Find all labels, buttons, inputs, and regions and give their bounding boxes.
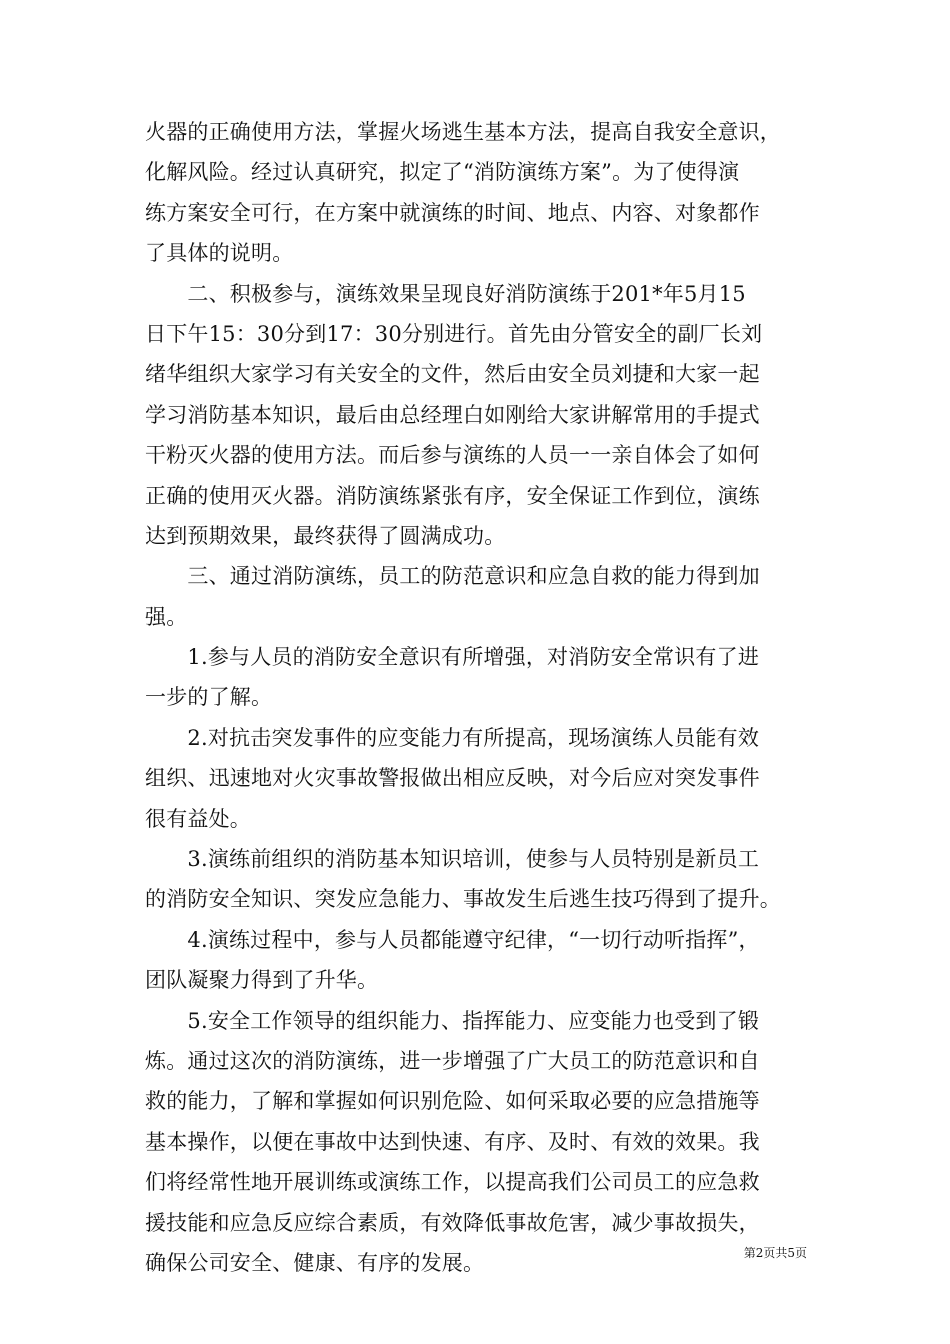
text-line: 救的能力，了解和掌握如何识别危险、如何采取必要的应急措施等	[145, 1089, 760, 1114]
page-number: 第2页共5页	[743, 1246, 807, 1260]
text-line: 很有益处。	[145, 806, 251, 831]
text-line: 练方案安全可行，在方案中就演练的时间、地点、内容、对象都作	[145, 200, 760, 225]
text-line: 一步的了解。	[145, 685, 273, 710]
text-line: 日下午15：30分到17：30分别进行。首先由分管安全的副厂长刘	[145, 321, 763, 346]
text-line: 了具体的说明。	[145, 241, 294, 266]
text-line: 炼。通过这次的消防演练，进一步增强了广大员工的防范意识和自	[145, 1048, 760, 1073]
list-item-3: 3.演练前组织的消防基本知识培训，使参与人员特别是新员工	[145, 847, 760, 872]
section-heading-3: 三、通过消防演练，员工的防范意识和应急自救的能力得到加	[145, 564, 760, 589]
text-line: 干粉灭火器的使用方法。而后参与演练的人员一一亲自体会了如何	[145, 443, 760, 468]
text-line: 组织、迅速地对火灾事故警报做出相应反映，对今后应对突发事件	[145, 766, 760, 791]
text-line: 强。	[145, 604, 188, 629]
text-line: 团队凝聚力得到了升华。	[145, 968, 379, 993]
list-item-1: 1.参与人员的消防安全意识有所增强，对消防安全常识有了进	[145, 645, 760, 670]
text-line: 援技能和应急反应综合素质，有效降低事故危害，减少事故损失，	[145, 1210, 760, 1235]
section-heading-2: 二、积极参与，演练效果呈现良好消防演练于201*年5月15	[145, 281, 746, 306]
text-line: 确保公司安全、健康、有序的发展。	[145, 1250, 485, 1275]
text-line: 达到预期效果，最终获得了圆满成功。	[145, 523, 506, 548]
text-line: 化解风险。经过认真研究，拟定了“消防演练方案”。为了使得演	[145, 160, 740, 185]
text-line: 基本操作，以便在事故中达到快速、有序、及时、有效的效果。我	[145, 1129, 760, 1154]
list-item-5: 5.安全工作领导的组织能力、指挥能力、应变能力也受到了锻	[145, 1008, 760, 1033]
list-item-2: 2.对抗击突发事件的应变能力有所提高，现场演练人员能有效	[145, 725, 760, 750]
text-line: 们将经常性地开展训练或演练工作，以提高我们公司员工的应急救	[145, 1170, 760, 1195]
text-line: 学习消防基本知识，最后由总经理白如刚给大家讲解常用的手提式	[145, 402, 760, 427]
list-item-4: 4.演练过程中，参与人员都能遵守纪律，“一切行动听指挥”，	[145, 927, 760, 952]
text-line: 绪华组织大家学习有关安全的文件，然后由安全员刘捷和大家一起	[145, 362, 760, 387]
document-body	[145, 112, 813, 1283]
text-line: 的消防安全知识、突发应急能力、事故发生后逃生技巧得到了提升。	[145, 887, 781, 912]
text-line: 正确的使用灭火器。消防演练紧张有序，安全保证工作到位，演练	[145, 483, 760, 508]
text-line: 火器的正确使用方法，掌握火场逃生基本方法，提高自我安全意识，	[145, 120, 781, 144]
